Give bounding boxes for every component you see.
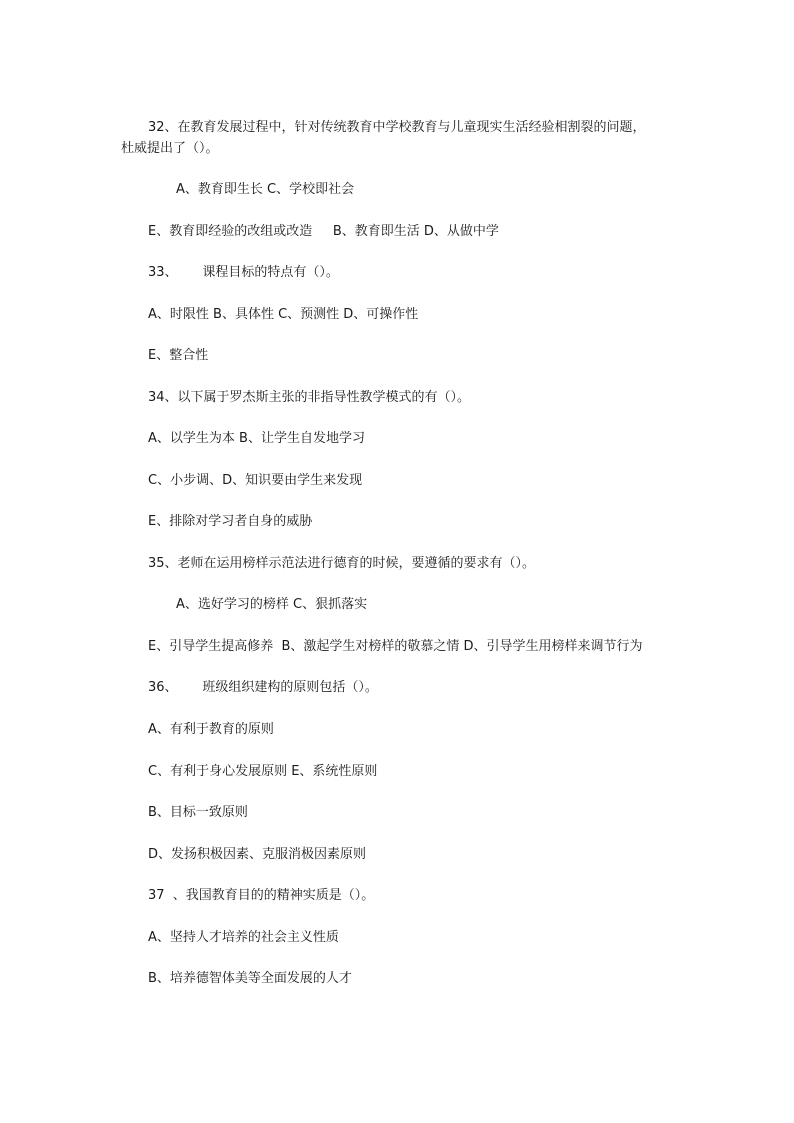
q34-options-line-3: E、排除对学习者自身的威胁 <box>148 514 313 529</box>
q36-stem: 36、 班级组织建构的原则包括（）。 <box>148 680 378 695</box>
q37-options-line-1: A、坚持人才培养的社会主义性质 <box>148 930 339 945</box>
q34-stem: 34、以下属于罗杰斯主张的非指导性教学模式的有（）。 <box>148 390 471 405</box>
q32-options-line-1: A、教育即生长 C、学校即社会 <box>176 182 355 197</box>
q35-options-line-1: A、选好学习的榜样 C、狠抓落实 <box>176 597 368 612</box>
q35-stem: 35、老师在运用榜样示范法进行德育的时候，要遵循的要求有（）。 <box>148 556 536 571</box>
q36-options-line-1: A、有利于教育的原则 <box>148 722 274 737</box>
q32-options-line-2: E、教育即经验的改组或改造 B、教育即生活 D、从做中学 <box>148 224 499 239</box>
q33-options-line-1: A、时限性 B、具体性 C、预测性 D、可操作性 <box>148 307 419 322</box>
q33-stem: 33、 课程目标的特点有（）。 <box>148 265 339 280</box>
q32-stem-line-1: 32、在教育发展过程中，针对传统教育中学校教育与儿童现实生活经验相割裂的问题， <box>148 120 646 135</box>
q37-stem: 37 、我国教育目的的精神实质是（）。 <box>148 888 375 903</box>
q34-options-line-2: C、小步调、D、知识要由学生来发现 <box>148 473 363 488</box>
q36-options-line-2: C、有利于身心发展原则 E、系统性原则 <box>148 764 378 779</box>
q36-options-line-4: D、发扬积极因素、克服消极因素原则 <box>148 847 367 862</box>
q36-options-line-3: B、目标一致原则 <box>148 805 248 820</box>
q35-options-line-2: E、引导学生提高修养 B、激起学生对榜样的敬慕之情 D、引导学生用榜样来调节行为 <box>148 639 643 654</box>
q34-options-line-1: A、以学生为本 B、让学生自发地学习 <box>148 431 365 446</box>
q33-options-line-2: E、整合性 <box>148 348 209 363</box>
q37-options-line-2: B、培养德智体美等全面发展的人才 <box>148 971 352 986</box>
q32-stem-line-2: 杜威提出了（）。 <box>121 141 219 156</box>
